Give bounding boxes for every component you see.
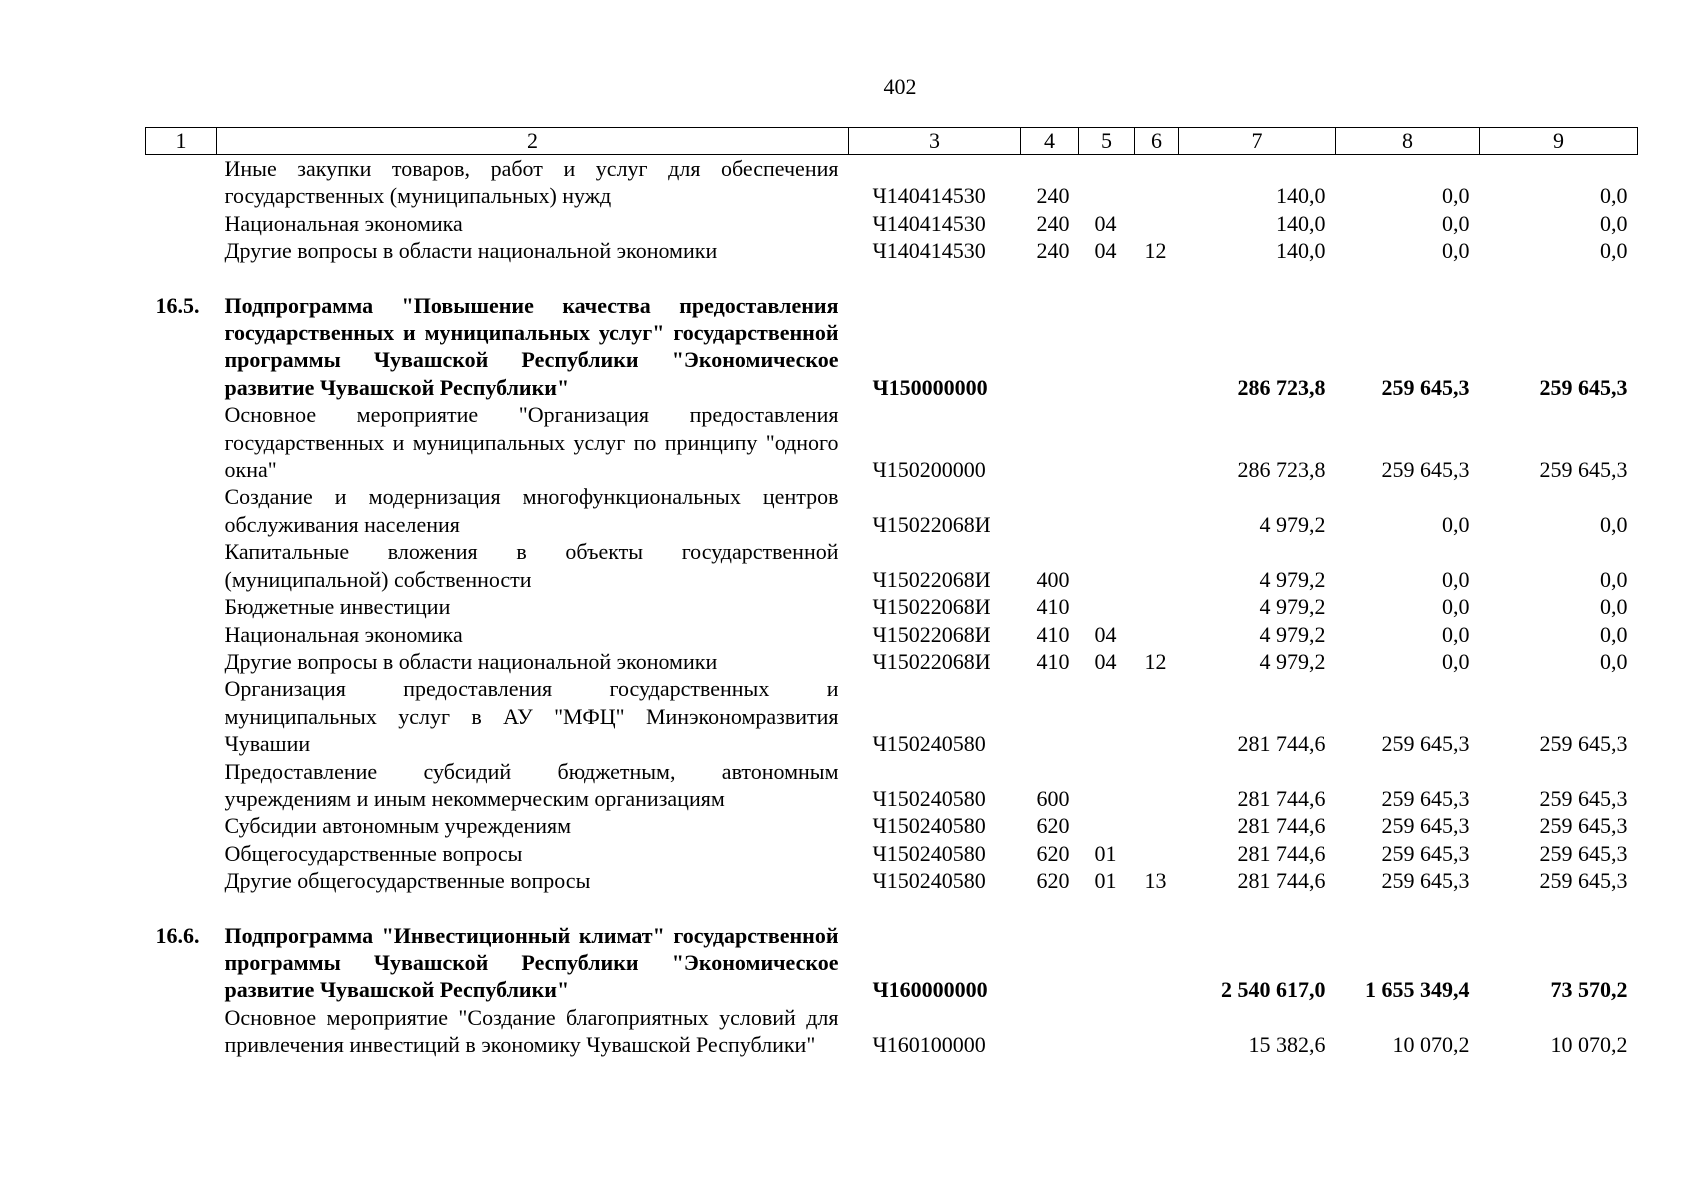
section-code xyxy=(1079,758,1135,813)
target-code: Ч160100000 xyxy=(872,1032,986,1058)
target-code: Ч150240580 xyxy=(872,785,986,811)
amount-col-8: 0,0 xyxy=(1442,210,1470,236)
section-code xyxy=(1079,1004,1135,1059)
amount-col-7: 15 382,6 xyxy=(1248,1032,1326,1058)
spacer-cell xyxy=(146,265,1638,292)
section-number xyxy=(146,1004,217,1059)
row-name: Национальная экономика xyxy=(224,621,463,647)
section-code: 01 xyxy=(1094,840,1117,866)
amount-col-8: 0,0 xyxy=(1442,594,1470,620)
amount-col-8: 0,0 xyxy=(1442,511,1470,537)
subsection-code: 13 xyxy=(1144,868,1167,894)
amount-col-9: 0,0 xyxy=(1600,210,1628,236)
expense-type: 240 xyxy=(1036,238,1070,264)
target-code: Ч140414530 xyxy=(872,210,986,236)
target-code: Ч150200000 xyxy=(872,457,986,483)
section-number xyxy=(146,401,217,483)
subsection-code xyxy=(1135,922,1179,1004)
spacer-row xyxy=(146,265,1638,292)
target-code: Ч150240580 xyxy=(872,813,986,839)
section-code xyxy=(1079,593,1135,620)
table-row xyxy=(146,812,1638,839)
target-code: Ч150240580 xyxy=(872,868,986,894)
section-number xyxy=(146,538,217,593)
row-name: Создание и модернизация многофункциональных центров обслуживания населения xyxy=(224,484,839,537)
row-name: Национальная экономика xyxy=(224,210,463,236)
expense-type: 410 xyxy=(1036,594,1070,620)
amount-col-8: 0,0 xyxy=(1442,566,1470,592)
subsection-code xyxy=(1135,292,1179,402)
amount-col-9: 259 645,3 xyxy=(1539,785,1628,811)
target-code: Ч15022068И xyxy=(872,594,991,620)
amount-col-7: 4 979,2 xyxy=(1259,594,1326,620)
column-header-8: 8 xyxy=(1336,128,1480,155)
section-code xyxy=(1079,155,1135,210)
row-name: Другие вопросы в области национальной экономики xyxy=(224,648,718,674)
amount-col-9: 0,0 xyxy=(1600,566,1628,592)
table-header-row xyxy=(146,128,1638,155)
amount-col-8: 259 645,3 xyxy=(1381,813,1470,839)
spacer-row xyxy=(146,895,1638,922)
table-row xyxy=(146,593,1638,620)
amount-col-7: 281 744,6 xyxy=(1237,868,1326,894)
row-name: Организация предоставления государственных и муниципальных услуг в АУ "МФЦ" Минэкономразвития Чувашии xyxy=(224,676,839,757)
row-name: Подпрограмма "Инвестиционный климат" государственной программы Чувашской Республики "Экономическое развитие Чувашской Республики" xyxy=(224,922,839,1003)
expense-type: 410 xyxy=(1036,648,1070,674)
amount-col-8: 259 645,3 xyxy=(1381,785,1470,811)
section-number xyxy=(146,758,217,813)
section-code: 04 xyxy=(1094,648,1117,674)
amount-col-9: 0,0 xyxy=(1600,238,1628,264)
expense-type: 410 xyxy=(1036,621,1070,647)
target-code: Ч15022068И xyxy=(872,511,991,537)
amount-col-8: 10 070,2 xyxy=(1392,1032,1470,1058)
amount-col-7: 281 744,6 xyxy=(1237,813,1326,839)
amount-col-7: 4 979,2 xyxy=(1259,511,1326,537)
table-row xyxy=(146,483,1638,538)
target-code: Ч15022068И xyxy=(872,648,991,674)
amount-col-7: 4 979,2 xyxy=(1259,648,1326,674)
amount-col-8: 1 655 349,4 xyxy=(1365,977,1470,1003)
section-code xyxy=(1079,483,1135,538)
section-number: 16.5. xyxy=(155,292,200,318)
target-code: Ч160000000 xyxy=(872,977,988,1003)
section-number xyxy=(146,648,217,675)
amount-col-9: 259 645,3 xyxy=(1539,374,1628,400)
amount-col-7: 140,0 xyxy=(1276,210,1326,236)
section-number xyxy=(146,675,217,757)
expense-type: 400 xyxy=(1036,566,1070,592)
section-number xyxy=(146,812,217,839)
table-row xyxy=(146,758,1638,813)
amount-col-7: 281 744,6 xyxy=(1237,785,1326,811)
amount-col-8: 259 645,3 xyxy=(1381,868,1470,894)
table-row xyxy=(146,1004,1638,1059)
subsection-code xyxy=(1135,675,1179,757)
expense-type: 620 xyxy=(1036,868,1070,894)
subsection-code xyxy=(1135,840,1179,867)
table-row xyxy=(146,922,1638,1004)
amount-col-9: 73 570,2 xyxy=(1550,977,1628,1003)
column-header-1: 1 xyxy=(146,128,217,155)
subsection-code xyxy=(1135,210,1179,237)
expense-type xyxy=(1021,483,1079,538)
amount-col-9: 0,0 xyxy=(1600,594,1628,620)
expense-type: 240 xyxy=(1036,210,1070,236)
budget-table xyxy=(145,127,1638,1059)
table-row xyxy=(146,648,1638,675)
subsection-code: 12 xyxy=(1144,238,1167,264)
amount-col-7: 281 744,6 xyxy=(1237,731,1326,757)
target-code: Ч15022068И xyxy=(872,566,991,592)
amount-col-8: 259 645,3 xyxy=(1381,840,1470,866)
table-body xyxy=(146,155,1638,1059)
section-code xyxy=(1079,292,1135,402)
amount-col-7: 4 979,2 xyxy=(1259,621,1326,647)
column-header-9: 9 xyxy=(1480,128,1638,155)
amount-col-7: 286 723,8 xyxy=(1237,457,1326,483)
amount-col-8: 0,0 xyxy=(1442,648,1470,674)
subsection-code xyxy=(1135,621,1179,648)
expense-type: 620 xyxy=(1036,813,1070,839)
target-code: Ч150240580 xyxy=(872,840,986,866)
target-code: Ч15022068И xyxy=(872,621,991,647)
section-number xyxy=(146,483,217,538)
subsection-code xyxy=(1135,812,1179,839)
column-header-4: 4 xyxy=(1021,128,1079,155)
row-name: Основное мероприятие "Создание благоприятных условий для привлечения инвестиций в экономику Чувашской Республики" xyxy=(224,1004,839,1058)
subsection-code xyxy=(1135,758,1179,813)
row-name: Другие общегосударственные вопросы xyxy=(224,868,591,894)
amount-col-8: 0,0 xyxy=(1442,183,1470,209)
target-code: Ч140414530 xyxy=(872,183,986,209)
subsection-code xyxy=(1135,538,1179,593)
table-row xyxy=(146,292,1638,402)
amount-col-9: 0,0 xyxy=(1600,511,1628,537)
expense-type xyxy=(1021,1004,1079,1059)
section-number xyxy=(146,867,217,894)
expense-type xyxy=(1021,675,1079,757)
amount-col-7: 4 979,2 xyxy=(1259,566,1326,592)
amount-col-9: 0,0 xyxy=(1600,648,1628,674)
amount-col-9: 259 645,3 xyxy=(1539,840,1628,866)
amount-col-9: 0,0 xyxy=(1600,183,1628,209)
section-number xyxy=(146,593,217,620)
amount-col-9: 259 645,3 xyxy=(1539,731,1628,757)
amount-col-9: 259 645,3 xyxy=(1539,813,1628,839)
section-code xyxy=(1079,538,1135,593)
table-row xyxy=(146,621,1638,648)
subsection-code: 12 xyxy=(1144,648,1167,674)
subsection-code xyxy=(1135,155,1179,210)
section-number: 16.6. xyxy=(155,922,200,948)
section-code xyxy=(1079,675,1135,757)
table-row xyxy=(146,538,1638,593)
section-code: 04 xyxy=(1094,210,1117,236)
section-code xyxy=(1079,812,1135,839)
expense-type: 600 xyxy=(1036,785,1070,811)
section-code xyxy=(1079,922,1135,1004)
amount-col-9: 10 070,2 xyxy=(1550,1032,1628,1058)
amount-col-7: 286 723,8 xyxy=(1237,374,1326,400)
amount-col-7: 2 540 617,0 xyxy=(1221,977,1326,1003)
column-header-3: 3 xyxy=(849,128,1021,155)
subsection-code xyxy=(1135,401,1179,483)
column-header-6: 6 xyxy=(1135,128,1179,155)
amount-col-7: 140,0 xyxy=(1276,183,1326,209)
target-code: Ч150000000 xyxy=(872,374,988,400)
table-row xyxy=(146,401,1638,483)
subsection-code xyxy=(1135,1004,1179,1059)
table-row xyxy=(146,840,1638,867)
row-name: Подпрограмма "Повышение качества предоставления государственных и муниципальных услуг" государственной программы Чувашской Республики "Экономическое развитие Чувашской Республики" xyxy=(224,292,839,400)
table-row xyxy=(146,155,1638,210)
amount-col-8: 259 645,3 xyxy=(1381,731,1470,757)
amount-col-8: 0,0 xyxy=(1442,238,1470,264)
target-code: Ч140414530 xyxy=(872,238,986,264)
row-name: Предоставление субсидий бюджетным, автономным учреждениям и иным некоммерческим организациям xyxy=(224,758,839,811)
column-header-7: 7 xyxy=(1179,128,1336,155)
section-number xyxy=(146,155,217,210)
amount-col-9: 259 645,3 xyxy=(1539,868,1628,894)
expense-type xyxy=(1021,292,1079,402)
column-header-5: 5 xyxy=(1079,128,1135,155)
row-name: Иные закупки товаров, работ и услуг для обеспечения государственных (муниципальных) нужд xyxy=(224,156,839,209)
column-header-2: 2 xyxy=(217,128,849,155)
subsection-code xyxy=(1135,483,1179,538)
section-number xyxy=(146,621,217,648)
table-row xyxy=(146,210,1638,237)
row-name: Субсидии автономным учреждениям xyxy=(224,813,572,839)
amount-col-9: 0,0 xyxy=(1600,621,1628,647)
section-number xyxy=(146,237,217,264)
table-row xyxy=(146,867,1638,894)
row-name: Общегосударственные вопросы xyxy=(224,840,523,866)
expense-type: 240 xyxy=(1036,183,1070,209)
spacer-cell xyxy=(146,895,1638,922)
page-number: 402 xyxy=(883,74,917,99)
expense-type: 620 xyxy=(1036,840,1070,866)
expense-type xyxy=(1021,401,1079,483)
amount-col-7: 281 744,6 xyxy=(1237,840,1326,866)
row-name: Основное мероприятие "Организация предоставления государственных и муниципальных услуг по принципу "одного окна" xyxy=(224,402,839,483)
section-code: 04 xyxy=(1094,621,1117,647)
amount-col-8: 0,0 xyxy=(1442,621,1470,647)
table-row xyxy=(146,675,1638,757)
amount-col-8: 259 645,3 xyxy=(1381,374,1470,400)
subsection-code xyxy=(1135,593,1179,620)
row-name: Бюджетные инвестиции xyxy=(224,594,451,620)
expense-type xyxy=(1021,922,1079,1004)
amount-col-7: 140,0 xyxy=(1276,238,1326,264)
row-name: Капитальные вложения в объекты государственной (муниципальной) собственности xyxy=(224,539,839,592)
section-number xyxy=(146,840,217,867)
target-code: Ч150240580 xyxy=(872,731,986,757)
section-number xyxy=(146,210,217,237)
amount-col-9: 259 645,3 xyxy=(1539,457,1628,483)
section-code: 01 xyxy=(1094,868,1117,894)
table-row xyxy=(146,237,1638,264)
amount-col-8: 259 645,3 xyxy=(1381,457,1470,483)
section-code xyxy=(1079,401,1135,483)
row-name: Другие вопросы в области национальной экономики xyxy=(224,238,718,264)
section-code: 04 xyxy=(1094,238,1117,264)
